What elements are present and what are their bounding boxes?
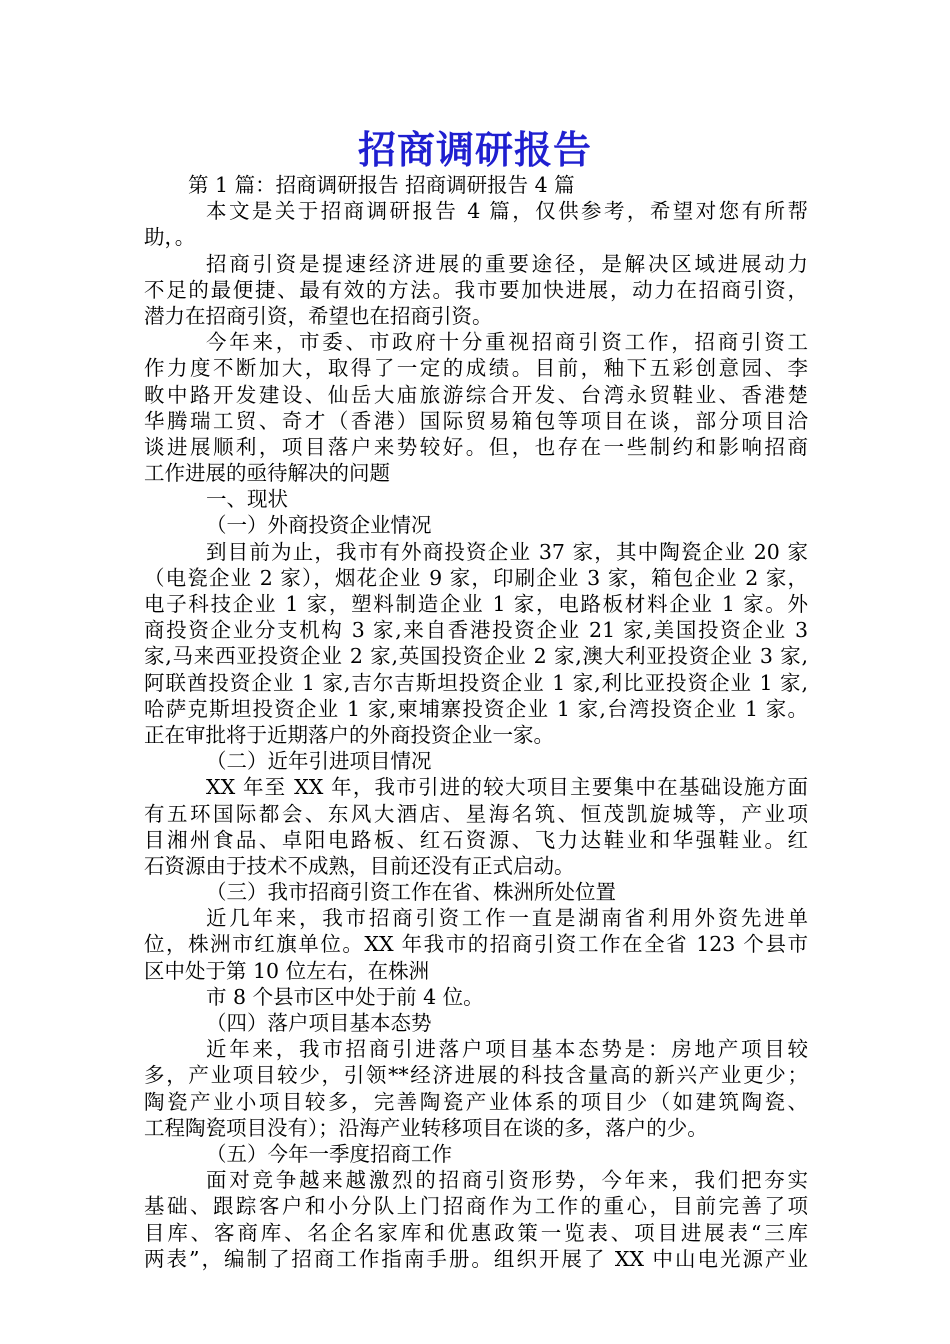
body-line: 工程陶瓷项目没有）；沿海产业转移项目在谈的多，落户的少。	[144, 1115, 708, 1140]
body-line: 近几年来，我市招商引资工作一直是湖南省利用外资先进单	[206, 906, 808, 931]
document-title: 招商调研报告	[357, 128, 592, 172]
body-line: 陶瓷产业小项目较多，完善陶瓷产业体系的项目少（如建筑陶瓷、	[144, 1089, 808, 1114]
body-line: 面对竞争越来越激烈的招商引资形势，今年来，我们把夯实	[206, 1168, 808, 1193]
body-line: XX 年至 XX 年，我市引进的较大项目主要集中在基础设施方面	[206, 775, 808, 800]
body-line: 正在审批将于近期落户的外商投资企业一家。	[144, 722, 554, 747]
body-line: 助，。	[144, 225, 196, 250]
body-line: 有五环国际都会、东风大酒店、星海名筑、恒茂凯旋城等，产业项	[144, 801, 808, 826]
body-line: （电瓷企业 2 家），烟花企业 9 家，印刷企业 3 家，箱包企业 2 家，	[144, 565, 808, 590]
body-line: 电子科技企业 1 家，塑料制造企业 1 家，电路板材料企业 1 家。外	[144, 592, 808, 616]
body-line: 近年来，我市招商引进落户项目基本态势是：房地产项目较	[206, 1037, 808, 1062]
body-line: 石资源由于技术不成熟，目前还没有正式启动。	[144, 853, 575, 878]
body-line: 作力度不断加大，取得了一定的成绩。目前，釉下五彩创意园、李	[144, 356, 808, 381]
body-line: （一）外商投资企业情况	[206, 513, 432, 538]
body-line: 今年来，市委、市政府十分重视招商引资工作，招商引资工	[206, 330, 808, 355]
body-line: 第 1 篇：招商调研报告 招商调研报告 4 篇	[188, 173, 575, 197]
body-line: （四）落户项目基本态势	[206, 1011, 432, 1035]
document-body	[144, 172, 808, 1272]
body-line: 畋中路开发建设、仙岳大庙旅游综合开发、台湾永贸鞋业、香港楚	[144, 382, 808, 407]
body-line: 哈萨克斯坦投资企业 1 家,柬埔寨投资企业 1 家,台湾投资企业 1 家。	[144, 696, 808, 721]
body-line: （三）我市招商引资工作在省、株洲所处位置	[206, 880, 616, 905]
body-line: 基础、跟踪客户和小分队上门招商作为工作的重心，目前完善了项	[144, 1194, 808, 1219]
body-line: 华腾瑞工贸、奇才（香港）国际贸易箱包等项目在谈，部分项目洽	[144, 408, 808, 433]
body-line: 工作进展的亟待解决的问题	[144, 461, 390, 486]
body-line: 位，株洲市红旗单位。XX 年我市的招商引资工作在全省 123 个县市	[144, 932, 808, 957]
body-line: 本文是关于招商调研报告 4 篇，仅供参考，希望对您有所帮	[206, 199, 808, 224]
body-line: 市 8 个县市区中处于前 4 位。	[206, 984, 484, 1009]
body-line: 家,马来西亚投资企业 2 家,英国投资企业 2 家,澳大利亚投资企业 3 家,	[144, 644, 808, 669]
body-line: 多，产业项目较少，引领**经济进展的科技含量高的新兴产业更少；	[144, 1063, 808, 1088]
body-line: （二）近年引进项目情况	[206, 749, 432, 774]
body-line: 不足的最便捷、最有效的方法。我市要加快进展，动力在招商引资，	[144, 277, 808, 302]
body-line: 到目前为止，我市有外商投资企业 37 家，其中陶瓷企业 20 家	[206, 539, 808, 564]
body-line: 一、现状	[206, 487, 288, 512]
body-line: 谈进展顺利，项目落户来势较好。但，也存在一些制约和影响招商	[144, 434, 808, 459]
body-line: 区中处于第 10 位左右，在株洲	[144, 958, 430, 983]
body-line: 目库、客商库、名企名家库和优惠政策一览表、项目进展表“三库	[144, 1220, 808, 1245]
body-line: 招商引资是提速经济进展的重要途径，是解决区域进展动力	[206, 251, 808, 276]
body-line: （五）今年一季度招商工作	[206, 1141, 452, 1166]
body-line: 潜力在招商引资，希望也在招商引资。	[144, 303, 493, 328]
body-line: 商投资企业分支机构 3 家,来自香港投资企业 21 家,美国投资企业 3	[144, 618, 808, 643]
body-line: 两表”，编制了招商工作指南手册。组织开展了 XX 中山电光源产业	[144, 1246, 808, 1271]
body-line: 目湘州食品、卓阳电路板、红石资源、飞力达鞋业和华强鞋业。红	[144, 827, 808, 852]
body-line: 阿联酋投资企业 1 家,吉尔吉斯坦投资企业 1 家,利比亚投资企业 1 家,	[144, 670, 808, 695]
